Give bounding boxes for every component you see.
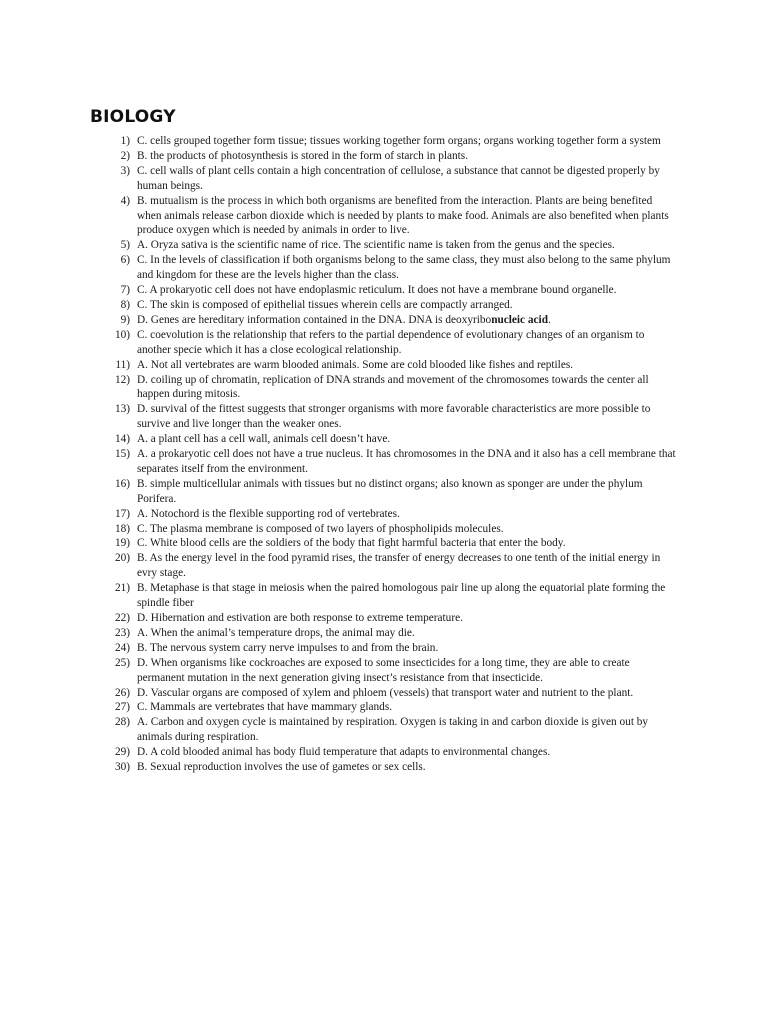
item-number: 21) <box>114 582 130 595</box>
item-number: 26) <box>114 686 130 699</box>
item-text: D. coiling up of chromatin, replication of DNA strands and movement of the chromosomes towards the center all happen during mitosis. <box>137 373 649 401</box>
answer-item <box>104 581 676 611</box>
item-number: 11) <box>115 358 130 371</box>
answer-item <box>104 656 676 686</box>
answer-item <box>104 328 676 358</box>
item-number: 9) <box>120 313 130 326</box>
answer-item <box>104 760 676 775</box>
answer-item <box>104 700 676 715</box>
item-number: 6) <box>120 254 130 267</box>
answer-item <box>104 358 676 373</box>
item-number: 4) <box>120 194 130 207</box>
item-text: B. simple multicellular animals with tissues but no distinct organs; also known as sponger are under the phylum Porifera. <box>137 477 643 505</box>
item-number: 2) <box>120 149 130 162</box>
item-text: A. When the animal’s temperature drops, the animal may die. <box>137 626 415 639</box>
item-number: 16) <box>114 477 130 490</box>
answer-item <box>104 745 676 760</box>
answer-list <box>104 134 676 775</box>
item-number: 20) <box>114 552 130 565</box>
page-title: BIOLOGY <box>90 107 176 127</box>
item-text: C. In the levels of classification if both organisms belong to the same class, they must also belong to the same phylum and kingdom for these are the levels higher than the class. <box>137 254 671 282</box>
answer-item <box>104 641 676 656</box>
item-text: A. Oryza sativa is the scientific name of rice. The scientific name is taken from the genus and the species. <box>137 239 615 252</box>
item-text: A. Not all vertebrates are warm blooded animals. Some are cold blooded like fishes and reptiles. <box>137 358 574 371</box>
item-number: 24) <box>114 641 130 654</box>
answer-item <box>104 447 676 477</box>
item-text: B. the products of photosynthesis is stored in the form of starch in plants. <box>137 149 469 162</box>
answer-item <box>104 238 676 253</box>
item-text: B. Sexual reproduction involves the use of gametes or sex cells. <box>137 761 426 774</box>
item-text: B. The nervous system carry nerve impulses to and from the brain. <box>137 641 439 654</box>
item-number: 7) <box>120 284 130 297</box>
item-text: C. The skin is composed of epithelial tissues wherein cells are compactly arranged. <box>137 298 513 311</box>
answer-item <box>104 373 676 403</box>
answer-item <box>104 149 676 164</box>
item-number: 23) <box>114 626 130 639</box>
answer-item <box>104 432 676 447</box>
answer-item <box>104 536 676 551</box>
item-number: 10) <box>114 328 130 341</box>
answer-item <box>104 253 676 283</box>
answer-item <box>104 402 676 432</box>
item-number: 30) <box>114 761 130 774</box>
answer-item <box>104 134 676 149</box>
item-text: C. A prokaryotic cell does not have endoplasmic reticulum. It does not have a membrane bound organelle. <box>137 284 617 297</box>
item-text: B. As the energy level in the food pyramid rises, the transfer of energy decreases to one tenth of the initial energy in evry stage. <box>137 552 661 580</box>
answer-item <box>104 164 676 194</box>
answer-item <box>104 507 676 522</box>
item-text-end: . <box>547 313 551 326</box>
item-number: 1) <box>120 135 130 147</box>
item-text: C. The plasma membrane is composed of two layers of phospholipids molecules. <box>137 522 504 535</box>
item-text: A. a plant cell has a cell wall, animals cell doesn’t have. <box>137 433 391 446</box>
answer-item <box>104 686 676 701</box>
item-text-bold: nucleic acid <box>491 313 548 326</box>
item-text: D. survival of the fittest suggests that stronger organisms with more favorable characteristics are more possible to survive and live longer than the weaker ones. <box>137 403 651 431</box>
answer-item <box>104 477 676 507</box>
answer-item <box>104 522 676 537</box>
item-text: A. a prokaryotic cell does not have a true nucleus. It has chromosomes in the DNA and it also has a cell membrane that separates itself from the environment. <box>137 448 676 475</box>
answer-item <box>104 611 676 626</box>
item-number: 27) <box>114 701 130 714</box>
item-number: 5) <box>120 239 130 252</box>
item-number: 12) <box>114 373 130 386</box>
item-text <box>137 314 551 326</box>
answer-item <box>104 551 676 581</box>
item-text: A. Notochord is the flexible supporting rod of vertebrates. <box>137 507 400 520</box>
item-number: 28) <box>114 716 130 729</box>
item-text-main: D. Genes are hereditary information contained in the DNA. DNA is deoxyribo <box>137 313 492 326</box>
item-number: 8) <box>120 298 130 311</box>
item-text: D. When organisms like cockroaches are exposed to some insecticides for a long time, they are able to create permanent mutation in the next generation giving insect’s resistance from that insecticide. <box>137 656 630 684</box>
answer-item <box>104 194 676 239</box>
item-text: C. cells grouped together form tissue; tissues working together form organs; organs working together form a system <box>137 135 661 147</box>
item-text: B. Metaphase is that stage in meiosis when the paired homologous pair line up along the equatorial plate forming the spindle fiber <box>137 582 666 610</box>
answer-item <box>104 626 676 641</box>
item-number: 17) <box>114 507 130 520</box>
answer-item <box>104 283 676 298</box>
item-number: 3) <box>120 164 130 177</box>
item-number: 22) <box>114 612 130 624</box>
item-text: A. Carbon and oxygen cycle is maintained by respiration. Oxygen is taking in and carbon dioxide is given out by animals during respiration. <box>137 716 649 744</box>
item-number: 19) <box>114 537 130 550</box>
item-number: 29) <box>114 746 130 759</box>
item-text: D. Hibernation and estivation are both response to extreme temperature. <box>137 612 463 624</box>
item-text: C. Mammals are vertebrates that have mammary glands. <box>137 701 393 714</box>
answer-item <box>104 715 676 745</box>
answer-item <box>104 298 676 313</box>
item-number: 18) <box>114 522 130 535</box>
item-number: 13) <box>114 403 130 416</box>
item-number: 14) <box>114 433 130 446</box>
item-number: 25) <box>114 656 130 669</box>
answer-item <box>104 313 676 328</box>
item-text: D. Vascular organs are composed of xylem and phloem (vessels) that transport water and nutrient to the plant. <box>137 686 634 699</box>
item-text: C. White blood cells are the soldiers of the body that fight harmful bacteria that enter the body. <box>137 537 566 550</box>
item-text: B. mutualism is the process in which both organisms are benefited from the interaction. Plants are being benefited when animals release carbon dioxide which is needed by plants to make food. Animals are also benefited when plants produce oxygen which is needed by animals in order to live. <box>137 194 669 237</box>
item-text: D. A cold blooded animal has body fluid temperature that adapts to environmental changes. <box>137 746 551 759</box>
item-text: C. coevolution is the relationship that refers to the partial dependence of evolutionary changes of an organism to another specie which it has a close ecological relationship. <box>137 328 645 356</box>
item-text: C. cell walls of plant cells contain a high concentration of cellulose, a substance that cannot be digested properly by human beings. <box>137 164 660 192</box>
item-number: 15) <box>114 448 130 461</box>
